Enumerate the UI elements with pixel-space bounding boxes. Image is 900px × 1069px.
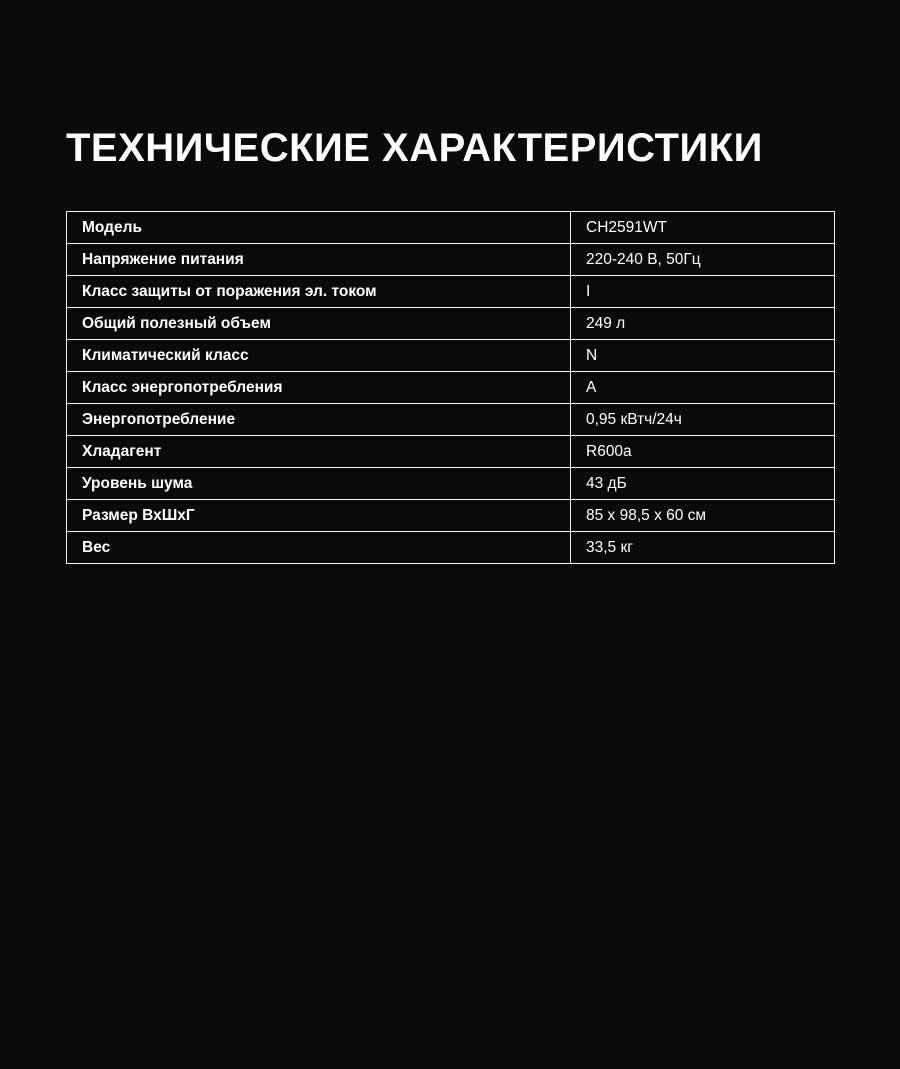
spec-value: 249 л xyxy=(571,308,835,340)
spec-value: 85 x 98,5 x 60 см xyxy=(571,500,835,532)
table-row xyxy=(67,372,835,404)
table-row xyxy=(67,276,835,308)
specifications-table xyxy=(66,211,835,564)
spec-value: CH2591WT xyxy=(571,212,835,244)
table-row xyxy=(67,308,835,340)
spec-param: Общий полезный объем xyxy=(67,308,571,340)
spec-param: Модель xyxy=(67,212,571,244)
spec-param: Класс защиты от поражения эл. током xyxy=(67,276,571,308)
spec-param: Климатический класс xyxy=(67,340,571,372)
table-row xyxy=(67,212,835,244)
table-row xyxy=(67,404,835,436)
spec-param: Размер ВхШхГ xyxy=(67,500,571,532)
spec-param: Напряжение питания xyxy=(67,244,571,276)
spec-param: Класс энергопотребления xyxy=(67,372,571,404)
spec-param: Энергопотребление xyxy=(67,404,571,436)
spec-value: I xyxy=(571,276,835,308)
spec-param: Хладагент xyxy=(67,436,571,468)
spec-value: 43 дБ xyxy=(571,468,835,500)
spec-value: R600a xyxy=(571,436,835,468)
spec-value: А xyxy=(571,372,835,404)
table-row xyxy=(67,468,835,500)
spec-value: 0,95 кВтч/24ч xyxy=(571,404,835,436)
spec-value: 33,5 кг xyxy=(571,532,835,564)
table-row xyxy=(67,244,835,276)
spec-value: 220-240 В, 50Гц xyxy=(571,244,835,276)
table-row xyxy=(67,340,835,372)
table-row xyxy=(67,436,835,468)
page-title: ТЕХНИЧЕСКИЕ ХАРАКТЕРИСТИКИ xyxy=(66,126,763,170)
table-row xyxy=(67,532,835,564)
spec-value: N xyxy=(571,340,835,372)
specifications-table-body xyxy=(67,212,835,564)
spec-param: Вес xyxy=(67,532,571,564)
spec-param: Уровень шума xyxy=(67,468,571,500)
table-row xyxy=(67,500,835,532)
